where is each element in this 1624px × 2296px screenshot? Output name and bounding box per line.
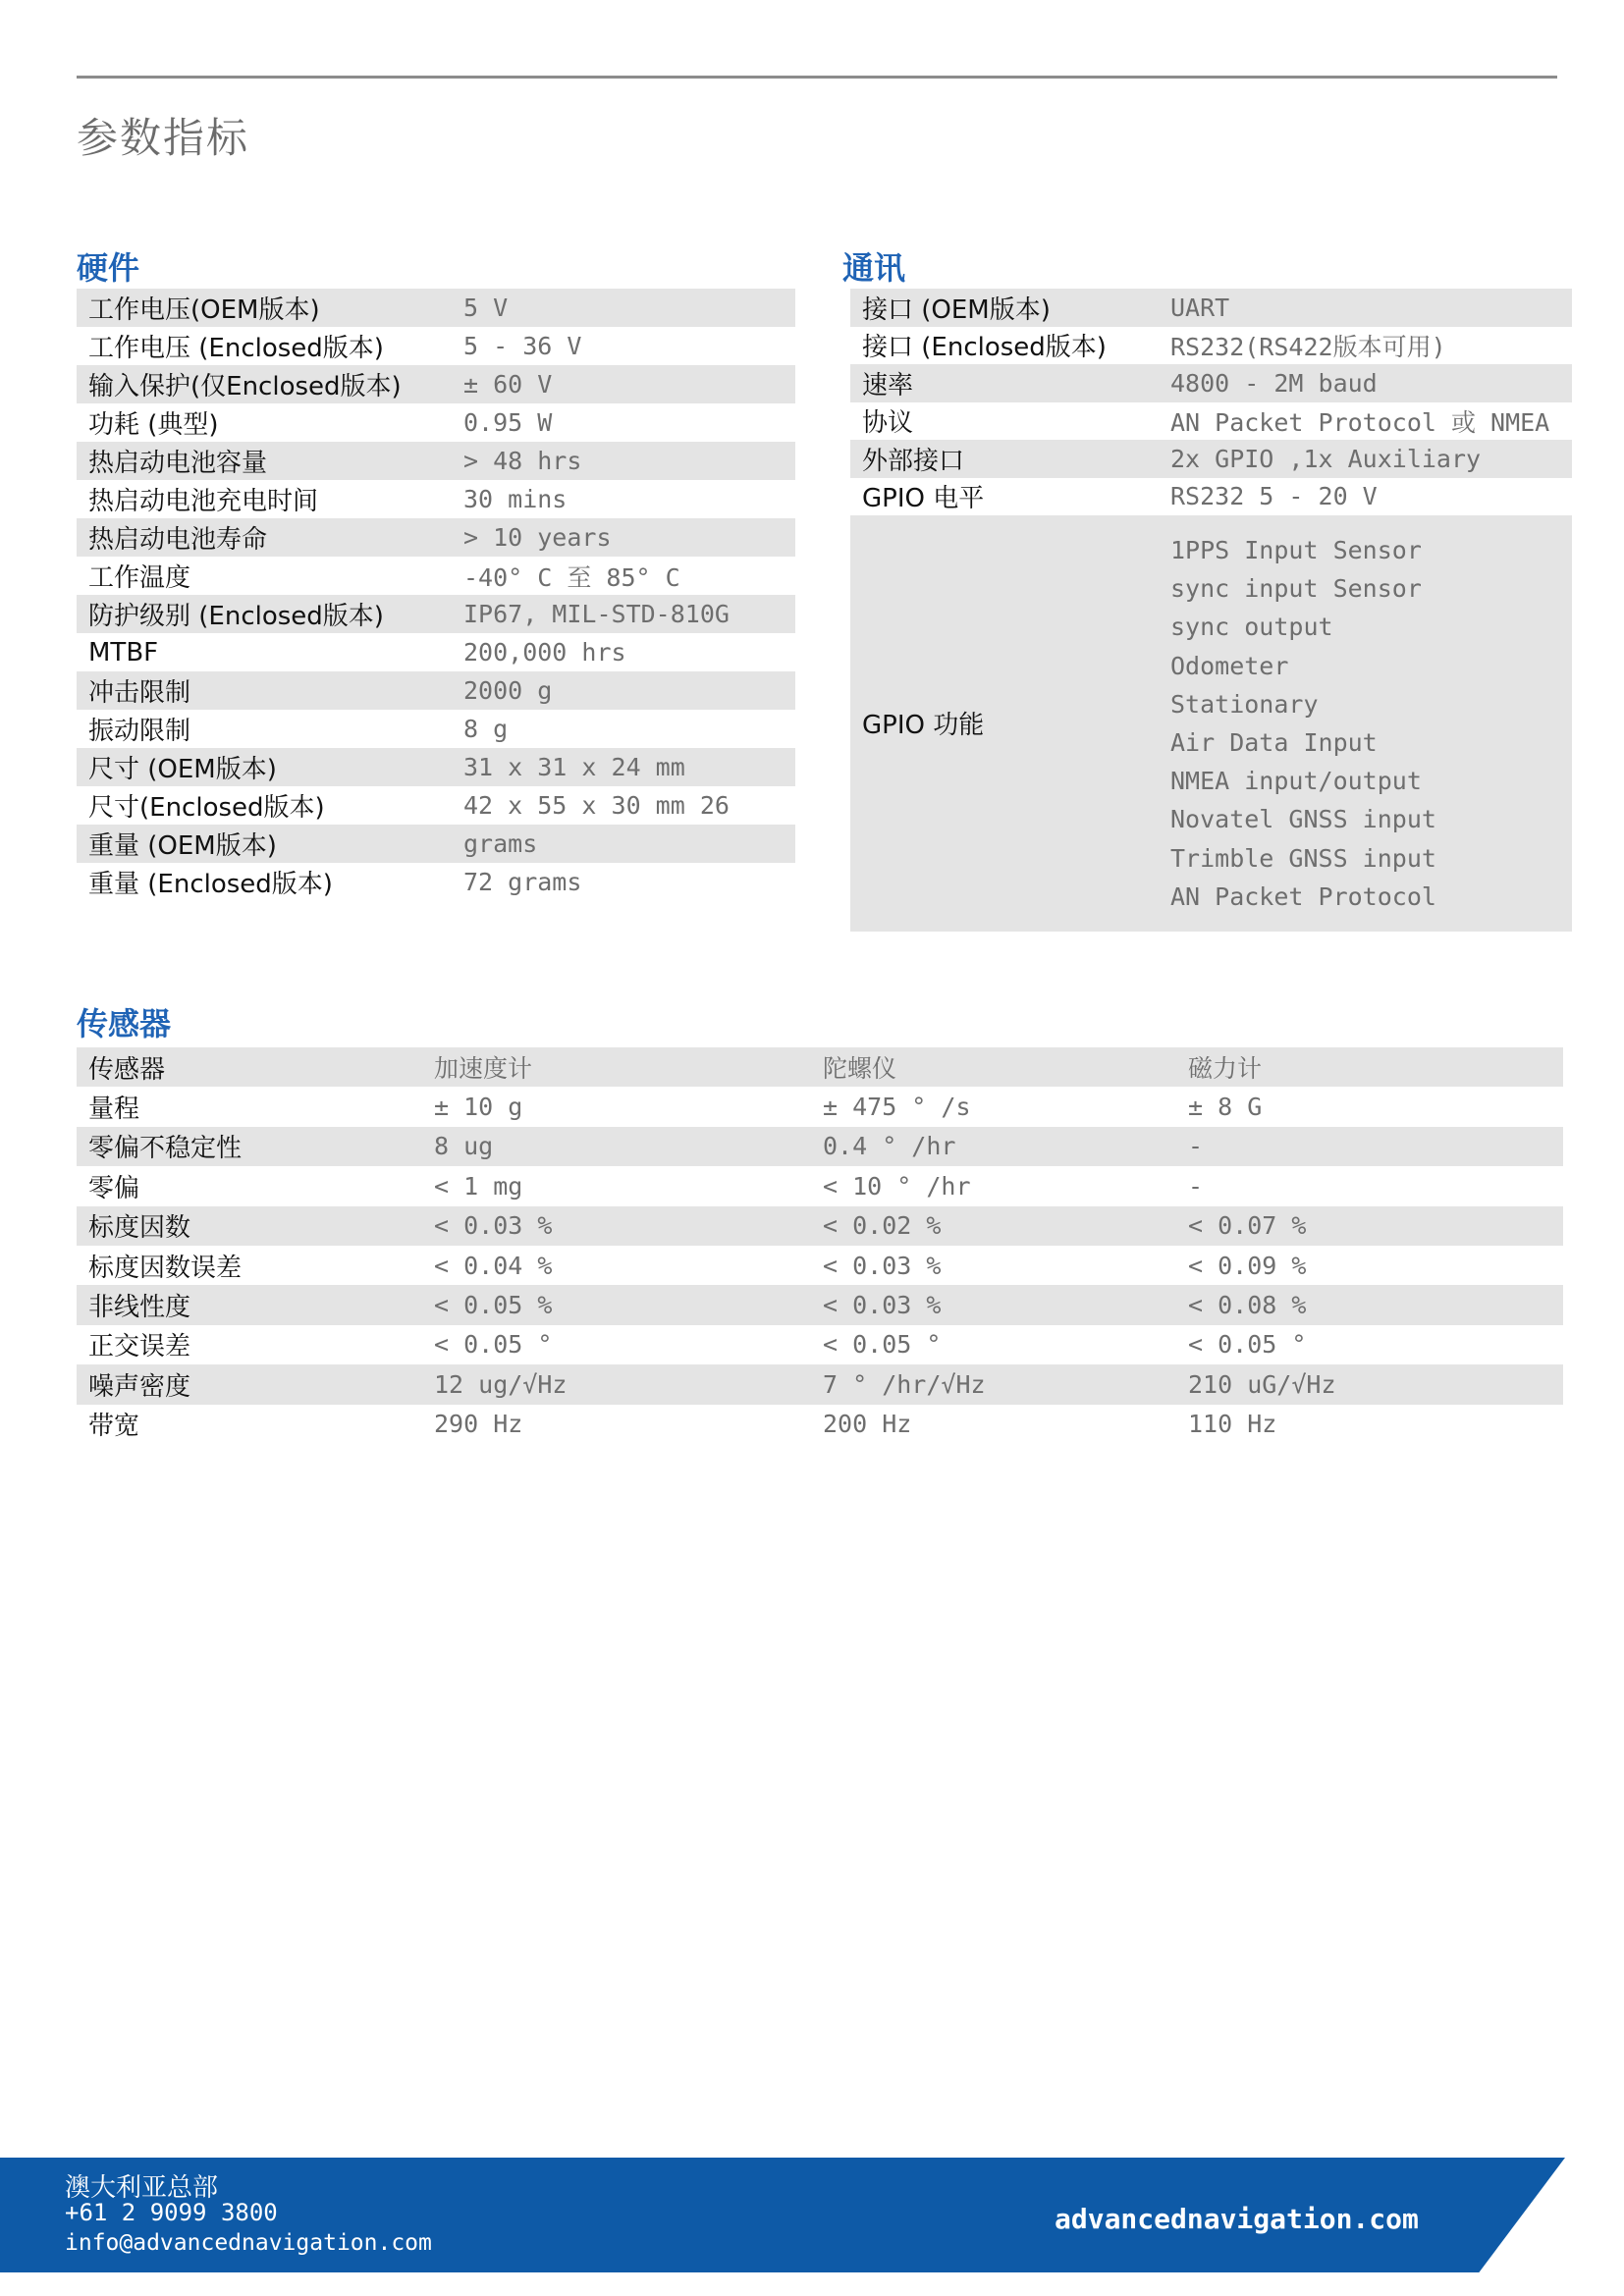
sensor-value: - <box>1188 1171 1204 1201</box>
sensor-param-label: 带宽 <box>88 1412 140 1442</box>
sensor-value: 110 Hz <box>1188 1410 1277 1439</box>
spec-value: 4800 - 2M baud <box>1159 364 1572 402</box>
spec-label: 重量 (Enclosed版本) <box>88 870 333 899</box>
spec-value: 0.95 W <box>463 408 553 437</box>
spec-value: grams <box>452 825 795 863</box>
table-row <box>850 364 1572 402</box>
hardware-table <box>77 289 795 901</box>
table-row <box>850 478 1572 516</box>
spec-value: 31 x 31 x 24 mm <box>452 748 795 786</box>
sensor-value: 12 ug/√Hz <box>422 1364 811 1404</box>
table-row <box>850 289 1572 327</box>
table-row <box>850 402 1572 441</box>
spec-label: MTBF <box>88 637 159 667</box>
spec-label: 外部接口 <box>850 440 1159 478</box>
sensor-value: ± 475 ° /s <box>823 1093 971 1122</box>
spec-label: 冲击限制 <box>77 671 452 710</box>
sensor-param-label: 正交误差 <box>88 1332 191 1362</box>
sensor-value: < 0.05 ° <box>1188 1330 1307 1360</box>
spec-label: 工作温度 <box>88 563 191 593</box>
spec-label: 输入保护(仅Enclosed版本) <box>77 365 452 403</box>
sensor-value: < 0.02 % <box>811 1206 1176 1246</box>
sensor-value: 7 ° /hr/√Hz <box>811 1364 1176 1404</box>
table-row <box>77 595 795 633</box>
gpio-function-item: sync output <box>1170 613 1333 642</box>
sensor-value: 290 Hz <box>434 1410 523 1439</box>
sensor-value: < 0.05 % <box>422 1285 811 1324</box>
gpio-functions-list <box>1159 515 1572 932</box>
sensor-value: < 0.05 ° <box>434 1330 553 1360</box>
spec-value: 72 grams <box>463 868 582 896</box>
spec-value: RS232(RS422版本可用) <box>1170 332 1446 361</box>
spec-value: -40° C 至 85° C <box>463 562 680 592</box>
column-header: 磁力计 <box>1176 1047 1563 1087</box>
spec-value: 2x GPIO ,1x Auxiliary <box>1159 440 1572 478</box>
table-row <box>77 1087 1563 1126</box>
sensor-value: < 0.03 % <box>811 1285 1176 1324</box>
sensor-param-label: 标度因数 <box>77 1206 422 1246</box>
table-row <box>77 327 795 365</box>
gpio-function-item: Air Data Input <box>1170 727 1378 757</box>
spec-value: 200,000 hrs <box>463 638 626 667</box>
spec-label: 接口 (OEM版本) <box>850 289 1159 327</box>
communication-section-title: 通讯 <box>842 249 906 287</box>
sensor-value: - <box>1176 1127 1563 1166</box>
column-header: 加速度计 <box>422 1047 811 1087</box>
spec-value: 8 g <box>463 715 509 743</box>
sensor-value: < 0.07 % <box>1176 1206 1563 1246</box>
table-row <box>850 440 1572 478</box>
gpio-function-item: Stationary <box>1170 689 1319 719</box>
sensor-value: < 1 mg <box>434 1171 523 1201</box>
spec-label: 工作电压 (Enclosed版本) <box>88 334 384 363</box>
table-row <box>77 863 795 901</box>
spec-label: 工作电压(OEM版本) <box>77 289 452 327</box>
table-row <box>77 289 795 327</box>
spec-value: AN Packet Protocol 或 NMEA <box>1170 407 1550 437</box>
table-row <box>850 327 1572 365</box>
page-title: 参数指标 <box>77 114 250 162</box>
footer-website-link[interactable]: advancednavigation.com <box>1055 2203 1419 2235</box>
spec-value: IP67, MIL-STD-810G <box>452 595 795 633</box>
column-header: 陀螺仪 <box>811 1047 1176 1087</box>
spec-label: 尺寸 (OEM版本) <box>77 748 452 786</box>
spec-label: 防护级别 (Enclosed版本) <box>77 595 452 633</box>
gpio-function-item: Trimble GNSS input <box>1170 843 1436 873</box>
table-row <box>77 671 795 710</box>
sensor-value: < 0.03 % <box>823 1251 942 1280</box>
sensor-param-label: 零偏 <box>88 1173 140 1203</box>
spec-label: GPIO 电平 <box>862 484 985 514</box>
table-row <box>77 633 795 671</box>
table-row <box>77 1166 1563 1205</box>
sensor-value: ± 10 g <box>434 1093 523 1122</box>
spec-label: 接口 (Enclosed版本) <box>862 333 1107 363</box>
spec-value: ± 60 V <box>452 365 795 403</box>
sensor-param-label: 量程 <box>88 1095 140 1125</box>
table-row <box>77 825 795 863</box>
gpio-function-item: NMEA input/output <box>1170 767 1422 796</box>
spec-label: 振动限制 <box>88 717 191 746</box>
gpio-function-item: Odometer <box>1170 651 1289 680</box>
gpio-function-item: sync input Sensor <box>1170 574 1422 604</box>
column-header: 传感器 <box>77 1047 422 1087</box>
sensor-value: < 0.04 % <box>434 1251 553 1280</box>
sensor-value: 0.4 ° /hr <box>811 1127 1176 1166</box>
gpio-functions-row <box>850 515 1572 932</box>
gpio-function-item: 1PPS Input Sensor <box>1170 536 1422 564</box>
top-divider <box>77 76 1557 79</box>
gpio-function-item: AN Packet Protocol <box>1170 881 1436 911</box>
hardware-section-title: 硬件 <box>77 249 140 287</box>
table-row <box>77 748 795 786</box>
table-row <box>77 1246 1563 1285</box>
gpio-function-item: Novatel GNSS input <box>1170 805 1436 834</box>
table-row <box>77 365 795 403</box>
table-row <box>77 518 795 557</box>
spec-label: 热启动电池容量 <box>77 442 452 480</box>
table-row <box>77 786 795 825</box>
spec-value: UART <box>1159 289 1572 327</box>
spec-label: 尺寸(Enclosed版本) <box>88 793 325 823</box>
footer-hq-label: 澳大利亚总部 <box>65 2173 219 2203</box>
spec-value: 2000 g <box>452 671 795 710</box>
table-row <box>77 1127 1563 1166</box>
table-header-row <box>77 1047 1563 1087</box>
sensor-param-label: 标度因数误差 <box>88 1253 243 1283</box>
sensor-value: < 0.08 % <box>1176 1285 1563 1324</box>
sensor-value: < 0.05 ° <box>823 1330 942 1360</box>
sensor-value: 200 Hz <box>823 1410 912 1439</box>
spec-value: 5 - 36 V <box>463 332 582 360</box>
footer-phone: +61 2 9099 3800 <box>65 2199 278 2226</box>
table-row <box>77 1325 1563 1364</box>
spec-label: 功耗 (典型) <box>88 410 219 440</box>
spec-label: 重量 (OEM版本) <box>77 825 452 863</box>
spec-label: 协议 <box>862 408 914 439</box>
sensor-value: < 0.03 % <box>422 1206 811 1246</box>
sensors-table <box>77 1047 1563 1444</box>
table-row <box>77 403 795 442</box>
spec-label: 热启动电池寿命 <box>77 518 452 557</box>
sensor-value: ± 8 G <box>1188 1093 1263 1122</box>
sensor-param-label: 非线性度 <box>77 1285 422 1324</box>
spec-label: 速率 <box>850 364 1159 402</box>
table-row <box>77 1206 1563 1246</box>
sensor-value: 8 ug <box>422 1127 811 1166</box>
gpio-functions-label: GPIO 功能 <box>850 515 1159 932</box>
spec-value: 42 x 55 x 30 mm 26 <box>463 791 730 820</box>
table-row <box>77 480 795 518</box>
table-row <box>77 557 795 595</box>
sensor-param-label: 噪声密度 <box>77 1364 422 1404</box>
spec-value: 5 V <box>452 289 795 327</box>
table-row <box>77 442 795 480</box>
spec-value: 30 mins <box>463 485 568 513</box>
sensor-value: < 10 ° /hr <box>823 1171 971 1201</box>
spec-value: > 48 hrs <box>452 442 795 480</box>
spec-label: 热启动电池充电时间 <box>88 487 319 516</box>
table-row <box>77 1285 1563 1324</box>
spec-value: > 10 years <box>452 518 795 557</box>
table-row <box>77 1364 1563 1404</box>
communication-table <box>850 289 1572 932</box>
sensor-value: 210 uG/√Hz <box>1176 1364 1563 1404</box>
footer-email-link[interactable]: info@advancednavigation.com <box>65 2230 432 2256</box>
table-row <box>77 1405 1563 1444</box>
sensors-section-title: 传感器 <box>77 1005 172 1042</box>
sensor-param-label: 零偏不稳定性 <box>77 1127 422 1166</box>
spec-value: RS232 5 - 20 V <box>1170 482 1378 511</box>
sensor-value: < 0.09 % <box>1188 1251 1307 1280</box>
table-row <box>77 710 795 748</box>
